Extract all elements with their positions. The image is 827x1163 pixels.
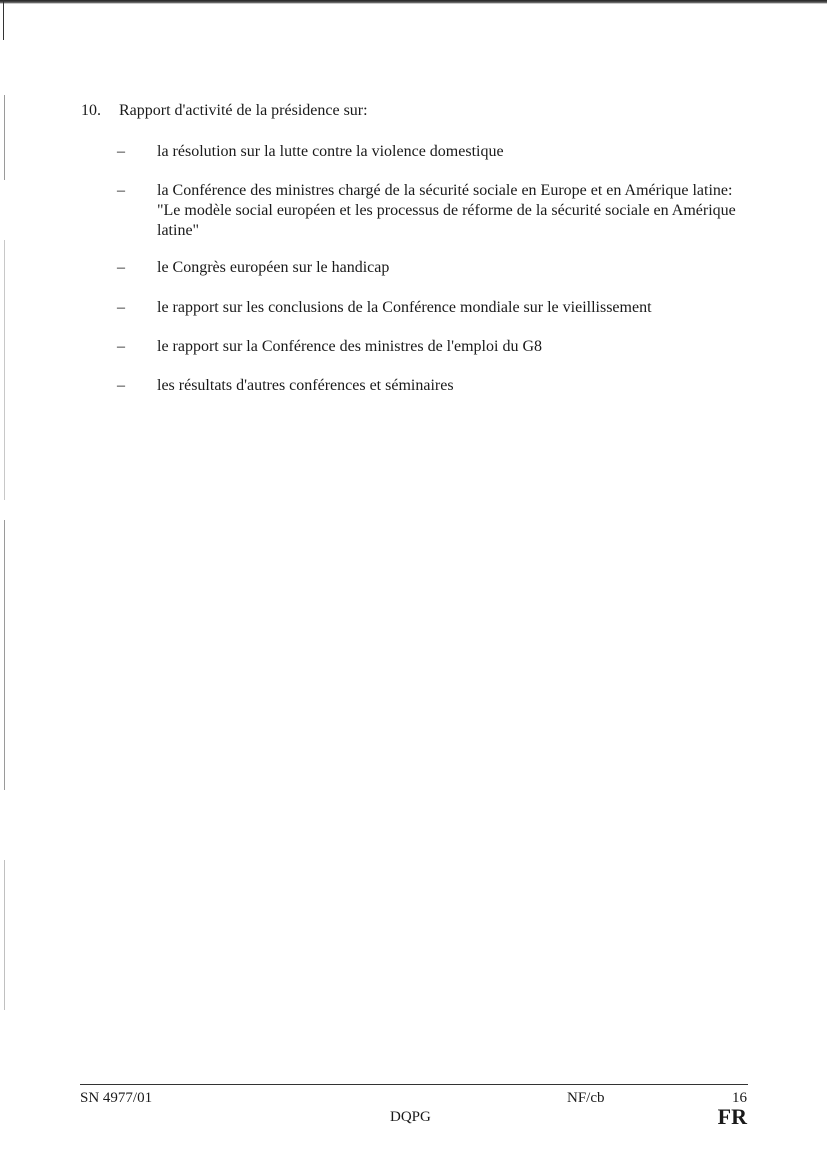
scan-margin-line [4,860,5,1010]
bullet-dash: – [117,338,125,355]
bullet-dash: – [117,143,125,160]
bullet-text: les résultats d'autres conférences et séminaires [157,377,454,394]
scan-left-edge [3,0,4,40]
bullet-text: le rapport sur les conclusions de la Conférence mondiale sur le vieillissement [157,299,652,316]
scan-margin-line [4,95,5,180]
footer-rule [80,1084,748,1085]
scan-top-edge [0,0,827,4]
bullet-dash: – [117,377,125,394]
bullet-dash: – [117,182,125,199]
author-initials: NF/cb [567,1090,605,1106]
department-code: DQPG [390,1109,431,1125]
bullet-text: la résolution sur la lutte contre la violence domestique [157,143,504,160]
item-number: 10. [81,102,101,119]
bullet-dash: – [117,259,125,276]
language-code: FR [717,1104,747,1129]
bullet-text: le Congrès européen sur le handicap [157,259,390,276]
document-reference: SN 4977/01 [80,1090,153,1106]
scan-margin-line [4,520,5,790]
bullet-text: la Conférence des ministres chargé de la sécurité sociale en Europe et en Amérique latine: "Le modèle social européen et les processus de réforme de la sécurité sociale en Amérique latine" [157,182,736,239]
page-number: 16 [732,1090,747,1106]
item-title: Rapport d'activité de la présidence sur: [119,102,368,119]
bullet-text: le rapport sur la Conférence des ministres de l'emploi du G8 [157,338,542,355]
bullet-dash: – [117,299,125,316]
scan-margin-line [4,240,5,500]
